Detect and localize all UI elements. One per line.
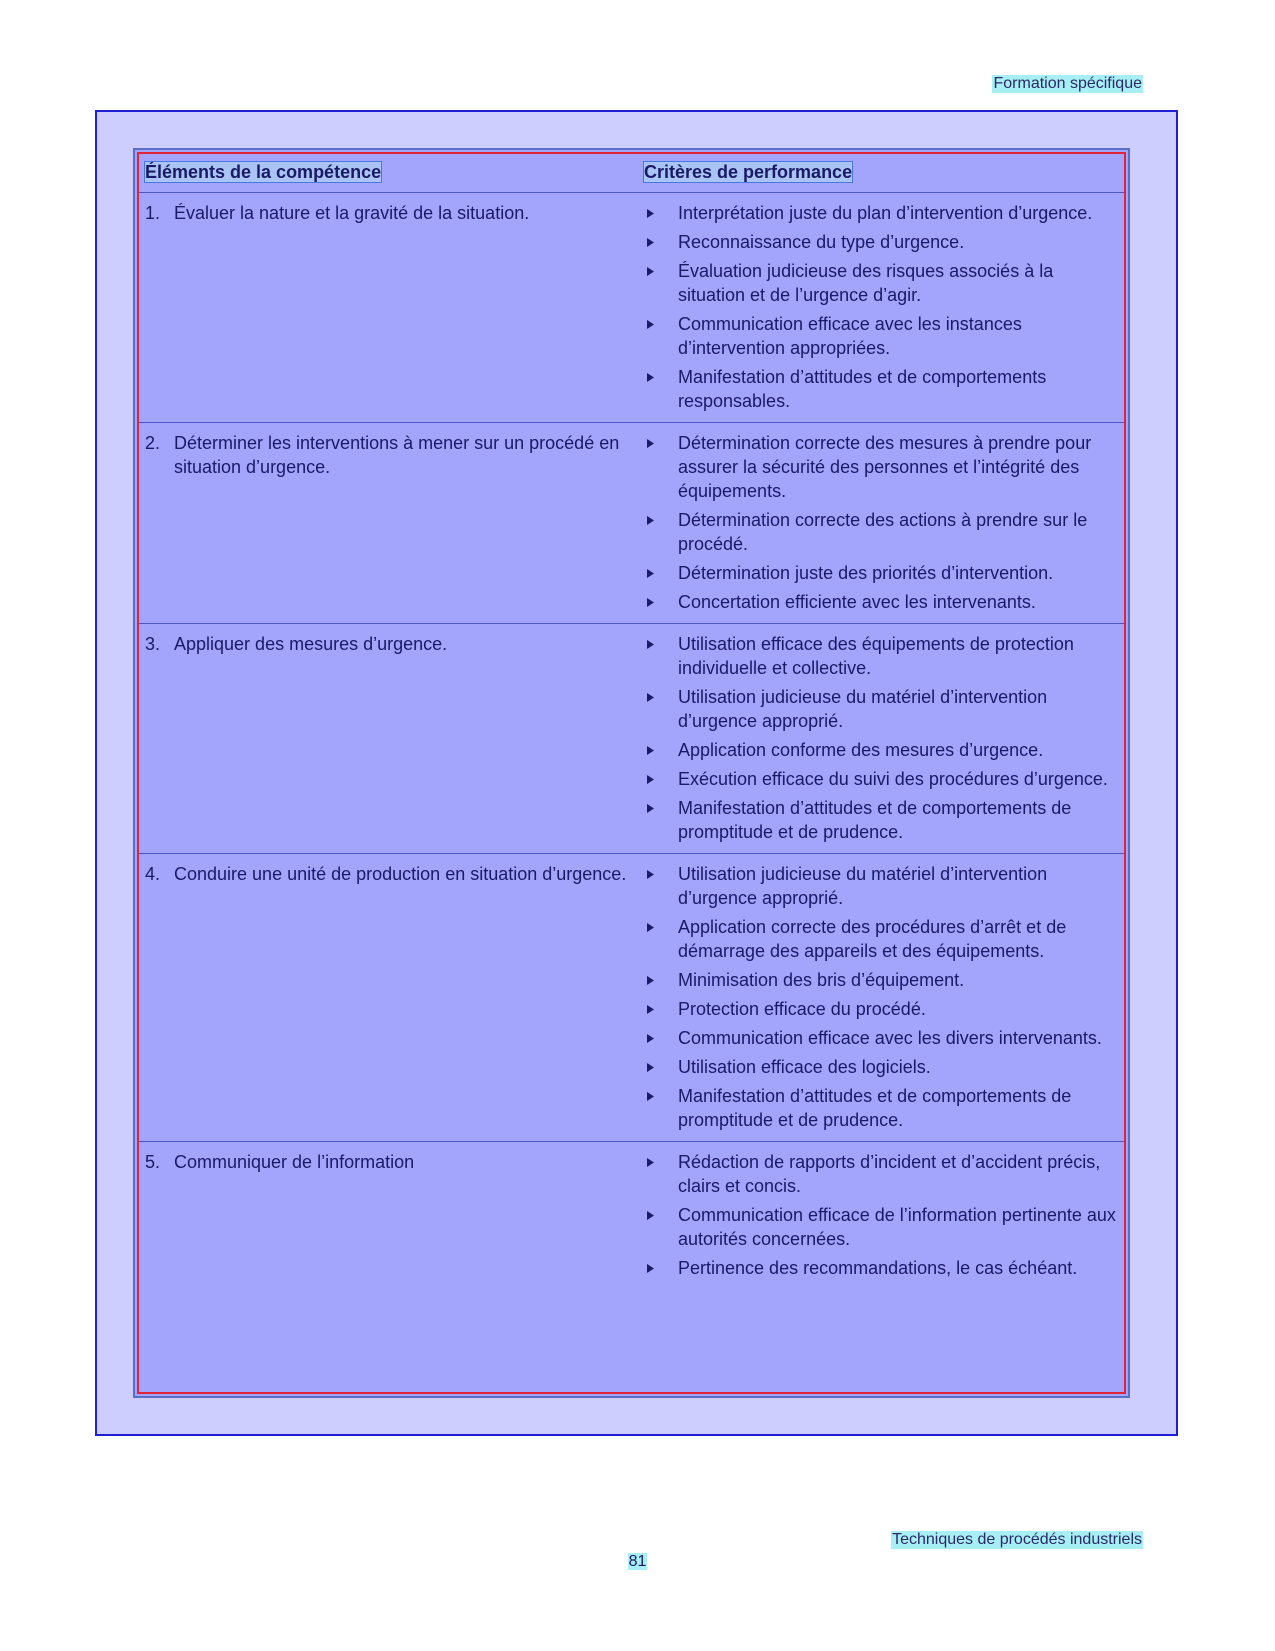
table-row: [139, 854, 1124, 1142]
criteria-cell: [638, 854, 1124, 1142]
bullet-arrow-icon: [644, 508, 678, 556]
element-text: Évaluer la nature et la gravité de la situation.: [174, 203, 530, 223]
criterion-text: Pertinence des recommandations, le cas échéant.: [678, 1258, 1078, 1278]
table-row: [139, 193, 1124, 423]
criterion-text: Application correcte des procédures d’arrêt et de démarrage des appareils et des équipements.: [678, 917, 1067, 961]
element-cell: [139, 624, 638, 854]
element-number: 4.: [145, 864, 161, 884]
element-text: Appliquer des mesures d’urgence.: [174, 634, 448, 654]
list-item: [644, 796, 1118, 844]
bullet-arrow-icon: [644, 201, 678, 225]
list-item: [644, 1026, 1118, 1050]
element-text: Déterminer les interventions à mener sur un procédé en situation d’urgence.: [174, 433, 620, 477]
list-item: [644, 767, 1118, 791]
element-cell: [139, 423, 638, 624]
list-item: [644, 365, 1118, 413]
competence-element: [145, 1150, 632, 1174]
table-body: [139, 193, 1124, 1290]
running-header: Formation spécifique: [993, 75, 1142, 92]
bullet-arrow-icon: [644, 230, 678, 254]
bullet-arrow-icon: [644, 767, 678, 791]
list-item: [644, 508, 1118, 556]
criteria-cell: [638, 193, 1124, 423]
bullet-arrow-icon: [644, 1256, 678, 1280]
list-item: [644, 968, 1118, 992]
bullet-arrow-icon: [644, 796, 678, 844]
criteria-cell: [638, 624, 1124, 854]
element-number: 3.: [145, 634, 161, 654]
criterion-text: Manifestation d’attitudes et de comportements de promptitude et de prudence.: [678, 798, 1072, 842]
list-item: [644, 1055, 1118, 1079]
criterion-text: Utilisation judicieuse du matériel d’intervention d’urgence approprié.: [678, 687, 1048, 731]
bullet-arrow-icon: [644, 365, 678, 413]
list-item: [644, 431, 1118, 503]
list-item: [644, 1084, 1118, 1132]
competence-table-container: [137, 152, 1126, 1394]
bullet-arrow-icon: [644, 997, 678, 1021]
criterion-text: Application conforme des mesures d’urgence.: [678, 740, 1044, 760]
list-item: [644, 590, 1118, 614]
bullet-arrow-icon: [644, 915, 678, 963]
criterion-text: Détermination correcte des mesures à prendre pour assurer la sécurité des personnes et l’intégrité des équipements.: [678, 433, 1092, 501]
list-item: [644, 201, 1118, 225]
column-header-elements: Éléments de la compétence: [139, 154, 638, 193]
bullet-arrow-icon: [644, 312, 678, 360]
bullet-arrow-icon: [644, 1150, 678, 1198]
criteria-list: [644, 1150, 1118, 1280]
bullet-arrow-icon: [644, 968, 678, 992]
bullet-arrow-icon: [644, 738, 678, 762]
bullet-arrow-icon: [644, 431, 678, 503]
list-item: [644, 312, 1118, 360]
element-number: 5.: [145, 1152, 161, 1172]
table-row: [139, 624, 1124, 854]
criteria-list: [644, 201, 1118, 413]
element-number: 2.: [145, 433, 161, 453]
list-item: [644, 915, 1118, 963]
competence-element: [145, 431, 632, 479]
element-cell: [139, 854, 638, 1142]
competence-element: [145, 632, 632, 656]
criterion-text: Détermination correcte des actions à prendre sur le procédé.: [678, 510, 1088, 554]
column-header-criteria: Critères de performance: [638, 154, 1124, 193]
bullet-arrow-icon: [644, 590, 678, 614]
list-item: [644, 1150, 1118, 1198]
running-footer: Techniques de procédés industriels: [892, 1531, 1142, 1548]
page-number: 81: [628, 1553, 647, 1570]
list-item: [644, 1203, 1118, 1251]
list-item: [644, 685, 1118, 733]
table-row: [139, 423, 1124, 624]
bullet-arrow-icon: [644, 1203, 678, 1251]
element-number: 1.: [145, 203, 161, 223]
list-item: [644, 259, 1118, 307]
criterion-text: Manifestation d’attitudes et de comportements de promptitude et de prudence.: [678, 1086, 1072, 1130]
criterion-text: Manifestation d’attitudes et de comportements responsables.: [678, 367, 1047, 411]
criterion-text: Évaluation judicieuse des risques associés à la situation et de l’urgence d’agir.: [678, 261, 1054, 305]
competence-element: [145, 862, 632, 886]
list-item: [644, 561, 1118, 585]
criteria-list: [644, 632, 1118, 844]
list-item: [644, 632, 1118, 680]
criterion-text: Exécution efficace du suivi des procédures d’urgence.: [678, 769, 1108, 789]
list-item: [644, 862, 1118, 910]
bullet-arrow-icon: [644, 632, 678, 680]
criteria-list: [644, 431, 1118, 614]
criterion-text: Communication efficace avec les instances d’intervention appropriées.: [678, 314, 1022, 358]
list-item: [644, 1256, 1118, 1280]
table-row: [139, 1142, 1124, 1290]
criteria-cell: [638, 1142, 1124, 1290]
competence-element: [145, 201, 632, 225]
list-item: [644, 738, 1118, 762]
bullet-arrow-icon: [644, 862, 678, 910]
bullet-arrow-icon: [644, 259, 678, 307]
criterion-text: Reconnaissance du type d’urgence.: [678, 232, 965, 252]
criterion-text: Utilisation judicieuse du matériel d’intervention d’urgence approprié.: [678, 864, 1048, 908]
competence-table: [139, 154, 1124, 1289]
bullet-arrow-icon: [644, 1026, 678, 1050]
criterion-text: Interprétation juste du plan d’intervention d’urgence.: [678, 203, 1093, 223]
criterion-text: Concertation efficiente avec les intervenants.: [678, 592, 1036, 612]
criterion-text: Minimisation des bris d’équipement.: [678, 970, 965, 990]
criterion-text: Utilisation efficace des logiciels.: [678, 1057, 931, 1077]
criterion-text: Détermination juste des priorités d’intervention.: [678, 563, 1054, 583]
element-text: Communiquer de l’information: [174, 1152, 415, 1172]
list-item: [644, 230, 1118, 254]
criterion-text: Protection efficace du procédé.: [678, 999, 926, 1019]
criterion-text: Utilisation efficace des équipements de protection individuelle et collective.: [678, 634, 1074, 678]
bullet-arrow-icon: [644, 1084, 678, 1132]
bullet-arrow-icon: [644, 685, 678, 733]
criterion-text: Communication efficace avec les divers intervenants.: [678, 1028, 1102, 1048]
criterion-text: Rédaction de rapports d’incident et d’accident précis, clairs et concis.: [678, 1152, 1101, 1196]
element-cell: [139, 193, 638, 423]
list-item: [644, 997, 1118, 1021]
criteria-list: [644, 862, 1118, 1132]
criterion-text: Communication efficace de l’information pertinente aux autorités concernées.: [678, 1205, 1116, 1249]
bullet-arrow-icon: [644, 561, 678, 585]
bullet-arrow-icon: [644, 1055, 678, 1079]
element-text: Conduire une unité de production en situation d’urgence.: [174, 864, 627, 884]
element-cell: [139, 1142, 638, 1290]
criteria-cell: [638, 423, 1124, 624]
